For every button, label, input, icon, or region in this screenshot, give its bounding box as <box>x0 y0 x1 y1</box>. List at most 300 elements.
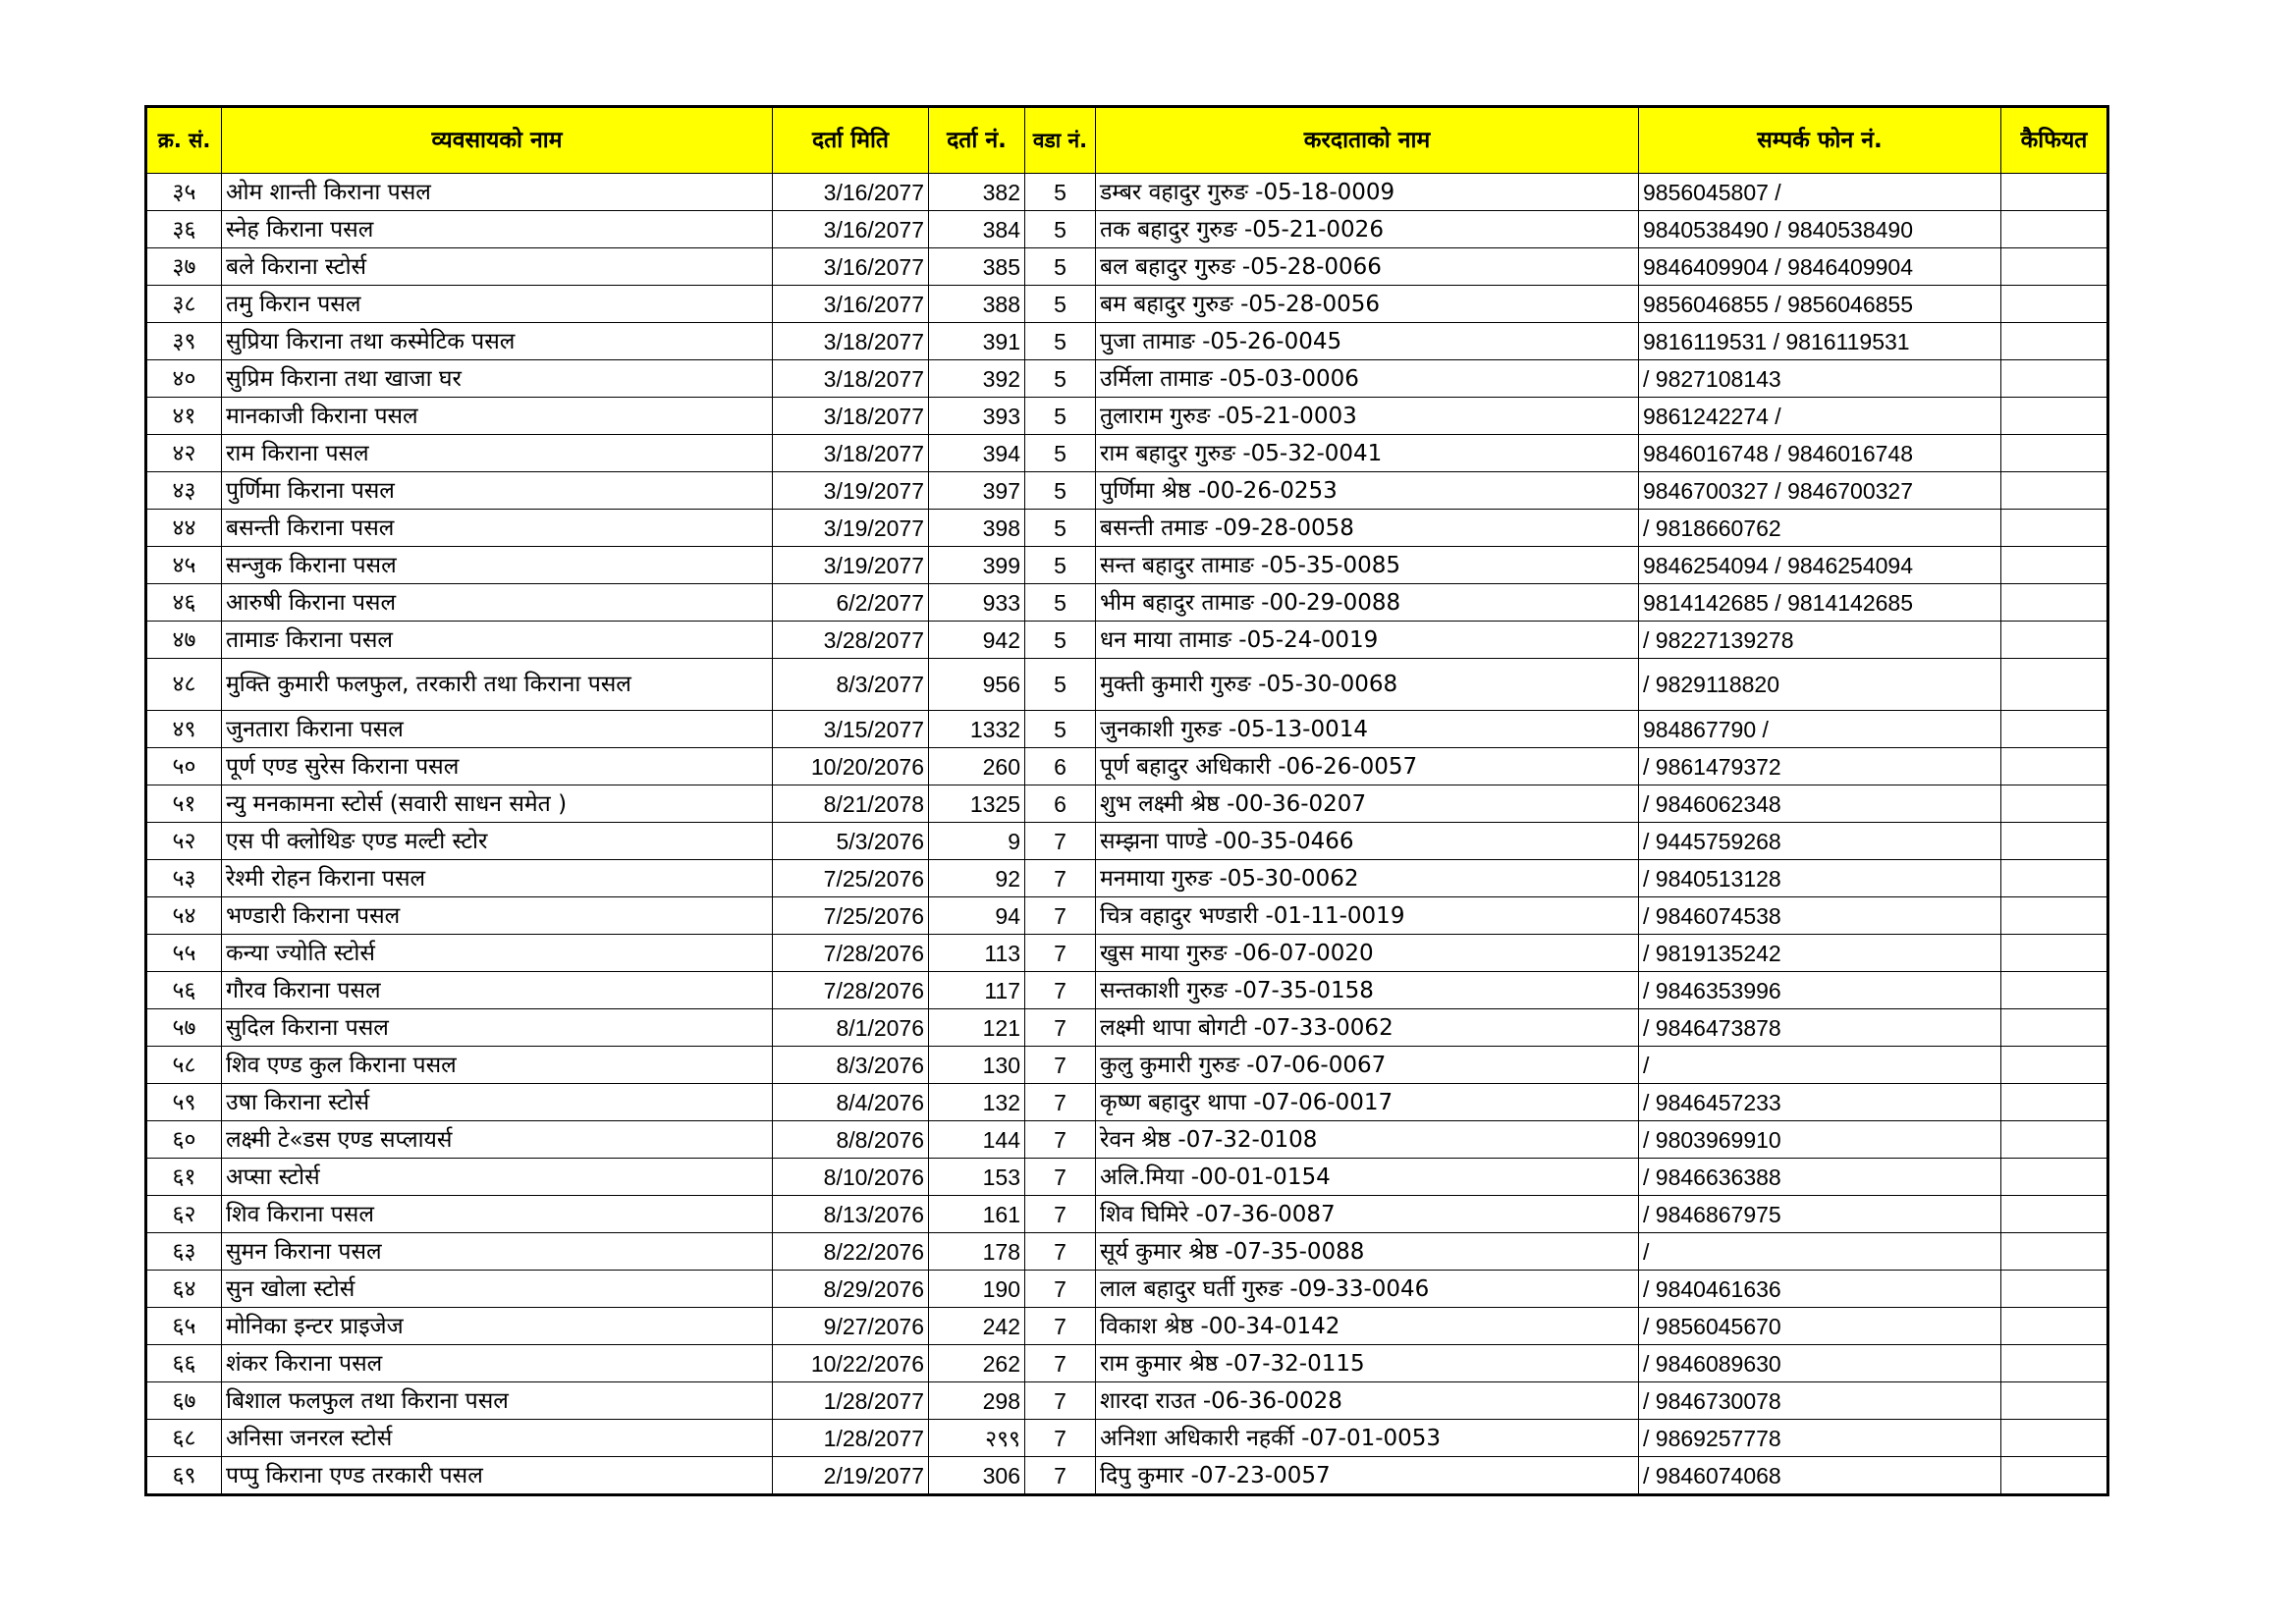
cell-taxpayer-name: बल बहादुर गुरुङ -05-28-0066 <box>1096 248 1639 286</box>
cell-ward-number: 7 <box>1025 1121 1096 1159</box>
header-taxpayer-name: करदाताको नाम <box>1096 107 1639 174</box>
cell-serial: ४९ <box>146 711 222 748</box>
cell-registration-date: 3/16/2077 <box>773 248 929 286</box>
cell-registration-number: 392 <box>929 360 1025 398</box>
cell-registration-date: 1/28/2077 <box>773 1382 929 1420</box>
cell-remarks <box>2001 360 2108 398</box>
cell-remarks <box>2001 1382 2108 1420</box>
cell-remarks <box>2001 211 2108 248</box>
cell-taxpayer-name: तुलाराम गुरुङ -05-21-0003 <box>1096 398 1639 435</box>
cell-contact-phone: / 9846636388 <box>1639 1159 2001 1196</box>
cell-registration-number: 178 <box>929 1233 1025 1271</box>
cell-business-name: आरुषी किराना पसल <box>222 584 773 622</box>
business-register-table <box>144 105 2109 1496</box>
table-row <box>146 174 2108 211</box>
cell-contact-phone: / 9445759268 <box>1639 823 2001 860</box>
cell-taxpayer-name: खुस माया गुरुङ -06-07-0020 <box>1096 935 1639 972</box>
cell-registration-number: 394 <box>929 435 1025 472</box>
cell-contact-phone: / 9846074068 <box>1639 1457 2001 1495</box>
cell-ward-number: 7 <box>1025 860 1096 897</box>
table-row <box>146 472 2108 510</box>
cell-business-name: सुन खोला स्टोर्स <box>222 1271 773 1308</box>
cell-ward-number: 7 <box>1025 1196 1096 1233</box>
cell-contact-phone: 9814142685 / 9814142685 <box>1639 584 2001 622</box>
cell-contact-phone: / 9861479372 <box>1639 748 2001 785</box>
cell-remarks <box>2001 1345 2108 1382</box>
cell-contact-phone: / 9829118820 <box>1639 659 2001 711</box>
table-row <box>146 1420 2108 1457</box>
cell-registration-number: 260 <box>929 748 1025 785</box>
cell-contact-phone: / 9827108143 <box>1639 360 2001 398</box>
cell-contact-phone: / 9869257778 <box>1639 1420 2001 1457</box>
cell-business-name: सुप्रिम किराना तथा खाजा घर <box>222 360 773 398</box>
cell-remarks <box>2001 174 2108 211</box>
cell-serial: ५३ <box>146 860 222 897</box>
cell-registration-number: 399 <box>929 547 1025 584</box>
table-row <box>146 1457 2108 1495</box>
cell-remarks <box>2001 1271 2108 1308</box>
cell-remarks <box>2001 1457 2108 1495</box>
cell-registration-number: 130 <box>929 1047 1025 1084</box>
table-row <box>146 1084 2108 1121</box>
cell-business-name: सुप्रिया किराना तथा कस्मेटिक पसल <box>222 323 773 360</box>
cell-registration-number: 9 <box>929 823 1025 860</box>
cell-remarks <box>2001 785 2108 823</box>
cell-remarks <box>2001 1047 2108 1084</box>
cell-registration-date: 7/28/2076 <box>773 935 929 972</box>
cell-registration-date: 8/21/2078 <box>773 785 929 823</box>
cell-registration-number: 391 <box>929 323 1025 360</box>
cell-business-name: बसन्ती किराना पसल <box>222 510 773 547</box>
cell-remarks <box>2001 659 2108 711</box>
cell-taxpayer-name: धन माया तामाङ -05-24-0019 <box>1096 622 1639 659</box>
table-row <box>146 211 2108 248</box>
cell-contact-phone: / <box>1639 1233 2001 1271</box>
table-row <box>146 1271 2108 1308</box>
cell-business-name: अप्सा स्टोर्स <box>222 1159 773 1196</box>
cell-serial: ४३ <box>146 472 222 510</box>
cell-business-name: पुर्णिमा किराना पसल <box>222 472 773 510</box>
cell-ward-number: 7 <box>1025 935 1096 972</box>
cell-business-name: एस पी क्लोथिङ एण्ड मल्टी स्टोर <box>222 823 773 860</box>
cell-business-name: न्यु मनकामना स्टोर्स (सवारी साधन समेत ) <box>222 785 773 823</box>
cell-registration-date: 3/19/2077 <box>773 472 929 510</box>
cell-taxpayer-name: पूर्ण बहादुर अधिकारी -06-26-0057 <box>1096 748 1639 785</box>
cell-registration-date: 8/1/2076 <box>773 1009 929 1047</box>
cell-ward-number: 5 <box>1025 584 1096 622</box>
cell-remarks <box>2001 1233 2108 1271</box>
cell-taxpayer-name: राम कुमार श्रेष्ठ -07-32-0115 <box>1096 1345 1639 1382</box>
cell-registration-date: 7/28/2076 <box>773 972 929 1009</box>
cell-remarks <box>2001 711 2108 748</box>
cell-taxpayer-name: पुजा तामाङ -05-26-0045 <box>1096 323 1639 360</box>
cell-registration-date: 8/13/2076 <box>773 1196 929 1233</box>
cell-remarks <box>2001 286 2108 323</box>
register-sheet <box>144 105 2106 1496</box>
cell-remarks <box>2001 1159 2108 1196</box>
table-row <box>146 897 2108 935</box>
cell-business-name: सुदिल किराना पसल <box>222 1009 773 1047</box>
cell-taxpayer-name: सम्झना पाण्डे -00-35-0466 <box>1096 823 1639 860</box>
cell-serial: ६९ <box>146 1457 222 1495</box>
cell-remarks <box>2001 547 2108 584</box>
cell-registration-date: 8/3/2076 <box>773 1047 929 1084</box>
cell-registration-date: 3/16/2077 <box>773 286 929 323</box>
cell-contact-phone: / 9803969910 <box>1639 1121 2001 1159</box>
table-row <box>146 584 2108 622</box>
cell-taxpayer-name: मनमाया गुरुङ -05-30-0062 <box>1096 860 1639 897</box>
cell-ward-number: 7 <box>1025 1159 1096 1196</box>
cell-registration-date: 7/25/2076 <box>773 860 929 897</box>
cell-serial: ५१ <box>146 785 222 823</box>
cell-serial: ५० <box>146 748 222 785</box>
cell-remarks <box>2001 1009 2108 1047</box>
cell-registration-date: 3/18/2077 <box>773 435 929 472</box>
cell-ward-number: 5 <box>1025 622 1096 659</box>
cell-ward-number: 7 <box>1025 1233 1096 1271</box>
cell-registration-date: 8/29/2076 <box>773 1271 929 1308</box>
cell-taxpayer-name: सन्तकाशी गुरुङ -07-35-0158 <box>1096 972 1639 1009</box>
cell-registration-date: 8/8/2076 <box>773 1121 929 1159</box>
cell-ward-number: 7 <box>1025 1084 1096 1121</box>
cell-remarks <box>2001 584 2108 622</box>
cell-serial: ५७ <box>146 1009 222 1047</box>
cell-serial: ५६ <box>146 972 222 1009</box>
cell-registration-number: 933 <box>929 584 1025 622</box>
table-row <box>146 659 2108 711</box>
cell-registration-number: 1332 <box>929 711 1025 748</box>
cell-business-name: सन्जुक किराना पसल <box>222 547 773 584</box>
cell-remarks <box>2001 398 2108 435</box>
cell-ward-number: 7 <box>1025 1457 1096 1495</box>
table-row <box>146 360 2108 398</box>
cell-ward-number: 7 <box>1025 897 1096 935</box>
header-business-name: व्यवसायको नाम <box>222 107 773 174</box>
cell-ward-number: 5 <box>1025 547 1096 584</box>
cell-ward-number: 5 <box>1025 472 1096 510</box>
cell-remarks <box>2001 823 2108 860</box>
cell-serial: ६५ <box>146 1308 222 1345</box>
cell-remarks <box>2001 472 2108 510</box>
cell-serial: ६४ <box>146 1271 222 1308</box>
cell-taxpayer-name: दिपु कुमार -07-23-0057 <box>1096 1457 1639 1495</box>
cell-business-name: मोनिका इन्टर प्राइजेज <box>222 1308 773 1345</box>
cell-remarks <box>2001 1420 2108 1457</box>
cell-taxpayer-name: मुक्ती कुमारी गुरुङ -05-30-0068 <box>1096 659 1639 711</box>
cell-contact-phone: / 9846353996 <box>1639 972 2001 1009</box>
cell-registration-number: 153 <box>929 1159 1025 1196</box>
cell-registration-date: 3/18/2077 <box>773 323 929 360</box>
cell-registration-number: 382 <box>929 174 1025 211</box>
cell-remarks <box>2001 1308 2108 1345</box>
table-row <box>146 1196 2108 1233</box>
table-row <box>146 510 2108 547</box>
cell-ward-number: 5 <box>1025 211 1096 248</box>
cell-serial: ३७ <box>146 248 222 286</box>
cell-taxpayer-name: जुनकाशी गुरुङ -05-13-0014 <box>1096 711 1639 748</box>
cell-registration-date: 10/20/2076 <box>773 748 929 785</box>
cell-remarks <box>2001 897 2108 935</box>
cell-serial: ४६ <box>146 584 222 622</box>
cell-contact-phone: 984867790 / <box>1639 711 2001 748</box>
table-row <box>146 823 2108 860</box>
cell-business-name: शिव एण्ड कुल किराना पसल <box>222 1047 773 1084</box>
cell-business-name: राम किराना पसल <box>222 435 773 472</box>
cell-registration-number: 121 <box>929 1009 1025 1047</box>
cell-contact-phone: / 9846062348 <box>1639 785 2001 823</box>
cell-taxpayer-name: लाल बहादुर घर्ती गुरुङ -09-33-0046 <box>1096 1271 1639 1308</box>
cell-taxpayer-name: विकाश श्रेष्ठ -00-34-0142 <box>1096 1308 1639 1345</box>
cell-serial: ४२ <box>146 435 222 472</box>
cell-registration-date: 3/28/2077 <box>773 622 929 659</box>
cell-serial: ४५ <box>146 547 222 584</box>
cell-ward-number: 7 <box>1025 1420 1096 1457</box>
cell-registration-number: 117 <box>929 972 1025 1009</box>
table-row <box>146 711 2108 748</box>
cell-ward-number: 5 <box>1025 398 1096 435</box>
cell-contact-phone: / 9846867975 <box>1639 1196 2001 1233</box>
cell-registration-date: 3/19/2077 <box>773 547 929 584</box>
cell-contact-phone: 9856045807 / <box>1639 174 2001 211</box>
cell-registration-number: 242 <box>929 1308 1025 1345</box>
cell-contact-phone: 9861242274 / <box>1639 398 2001 435</box>
cell-contact-phone: 9840538490 / 9840538490 <box>1639 211 2001 248</box>
cell-remarks <box>2001 1121 2108 1159</box>
table-row <box>146 935 2108 972</box>
table-row <box>146 248 2108 286</box>
table-row <box>146 547 2108 584</box>
cell-registration-date: 8/22/2076 <box>773 1233 929 1271</box>
cell-serial: ४७ <box>146 622 222 659</box>
cell-registration-number: 956 <box>929 659 1025 711</box>
cell-taxpayer-name: रेवन श्रेष्ठ -07-32-0108 <box>1096 1121 1639 1159</box>
cell-registration-number: 262 <box>929 1345 1025 1382</box>
cell-registration-date: 9/27/2076 <box>773 1308 929 1345</box>
cell-ward-number: 5 <box>1025 360 1096 398</box>
cell-serial: ४० <box>146 360 222 398</box>
cell-registration-date: 10/22/2076 <box>773 1345 929 1382</box>
table-row <box>146 1159 2108 1196</box>
cell-remarks <box>2001 1084 2108 1121</box>
cell-ward-number: 7 <box>1025 823 1096 860</box>
cell-ward-number: 7 <box>1025 1271 1096 1308</box>
cell-ward-number: 5 <box>1025 510 1096 547</box>
cell-registration-date: 2/19/2077 <box>773 1457 929 1495</box>
cell-serial: ६८ <box>146 1420 222 1457</box>
cell-serial: ४८ <box>146 659 222 711</box>
cell-serial: ३९ <box>146 323 222 360</box>
table-row <box>146 435 2108 472</box>
cell-registration-date: 8/4/2076 <box>773 1084 929 1121</box>
cell-remarks <box>2001 860 2108 897</box>
cell-registration-date: 6/2/2077 <box>773 584 929 622</box>
cell-business-name: तामाङ किराना पसल <box>222 622 773 659</box>
cell-business-name: मानकाजी किराना पसल <box>222 398 773 435</box>
cell-remarks <box>2001 1196 2108 1233</box>
header-row <box>146 107 2108 174</box>
cell-serial: ५८ <box>146 1047 222 1084</box>
cell-business-name: बले किराना स्टोर्स <box>222 248 773 286</box>
cell-ward-number: 5 <box>1025 323 1096 360</box>
cell-taxpayer-name: बम बहादुर गुरुङ -05-28-0056 <box>1096 286 1639 323</box>
cell-registration-date: 3/16/2077 <box>773 211 929 248</box>
table-row <box>146 622 2108 659</box>
cell-contact-phone: / 9840461636 <box>1639 1271 2001 1308</box>
cell-remarks <box>2001 972 2108 1009</box>
cell-business-name: बिशाल फलफुल तथा किराना पसल <box>222 1382 773 1420</box>
cell-remarks <box>2001 510 2108 547</box>
cell-contact-phone: / 9846473878 <box>1639 1009 2001 1047</box>
table-row <box>146 1009 2108 1047</box>
table-body <box>146 174 2108 1495</box>
cell-serial: ३८ <box>146 286 222 323</box>
cell-contact-phone: 9816119531 / 9816119531 <box>1639 323 2001 360</box>
cell-registration-number: 385 <box>929 248 1025 286</box>
cell-registration-number: 113 <box>929 935 1025 972</box>
cell-registration-number: 1325 <box>929 785 1025 823</box>
cell-contact-phone: / 9846730078 <box>1639 1382 2001 1420</box>
cell-serial: ६२ <box>146 1196 222 1233</box>
table-row <box>146 785 2108 823</box>
cell-business-name: सुमन किराना पसल <box>222 1233 773 1271</box>
cell-serial: ५२ <box>146 823 222 860</box>
cell-taxpayer-name: लक्ष्मी थापा बोगटी -07-33-0062 <box>1096 1009 1639 1047</box>
cell-ward-number: 7 <box>1025 1382 1096 1420</box>
cell-ward-number: 6 <box>1025 748 1096 785</box>
cell-registration-number: 393 <box>929 398 1025 435</box>
header-contact-phone: सम्पर्क फोन नं. <box>1639 107 2001 174</box>
cell-business-name: शिव किराना पसल <box>222 1196 773 1233</box>
cell-registration-number: २९९ <box>929 1420 1025 1457</box>
cell-serial: ६३ <box>146 1233 222 1271</box>
cell-business-name: पूर्ण एण्ड सुरेस किराना पसल <box>222 748 773 785</box>
cell-serial: ५४ <box>146 897 222 935</box>
table-row <box>146 1121 2108 1159</box>
cell-serial: ३५ <box>146 174 222 211</box>
cell-taxpayer-name: डम्बर वहादुर गुरुङ -05-18-0009 <box>1096 174 1639 211</box>
cell-business-name: अनिसा जनरल स्टोर्स <box>222 1420 773 1457</box>
cell-ward-number: 5 <box>1025 711 1096 748</box>
cell-registration-number: 398 <box>929 510 1025 547</box>
cell-business-name: मुक्ति कुमारी फलफुल, तरकारी तथा किराना पसल <box>222 659 773 711</box>
cell-taxpayer-name: राम बहादुर गुरुङ -05-32-0041 <box>1096 435 1639 472</box>
cell-registration-number: 298 <box>929 1382 1025 1420</box>
cell-contact-phone: 9846254094 / 9846254094 <box>1639 547 2001 584</box>
cell-ward-number: 6 <box>1025 785 1096 823</box>
cell-registration-date: 3/18/2077 <box>773 360 929 398</box>
cell-contact-phone: 9856046855 / 9856046855 <box>1639 286 2001 323</box>
cell-taxpayer-name: अनिशा अधिकारी नहर्की -07-01-0053 <box>1096 1420 1639 1457</box>
cell-registration-number: 306 <box>929 1457 1025 1495</box>
cell-contact-phone: 9846409904 / 9846409904 <box>1639 248 2001 286</box>
cell-business-name: कन्या ज्योति स्टोर्स <box>222 935 773 972</box>
cell-registration-date: 3/16/2077 <box>773 174 929 211</box>
cell-taxpayer-name: शिव घिमिरे -07-36-0087 <box>1096 1196 1639 1233</box>
header-serial: क्र. सं. <box>146 107 222 174</box>
table-row <box>146 860 2108 897</box>
table-row <box>146 1047 2108 1084</box>
cell-taxpayer-name: कुलु कुमारी गुरुङ -07-06-0067 <box>1096 1047 1639 1084</box>
table-row <box>146 1382 2108 1420</box>
header-ward-number: वडा नं. <box>1025 107 1096 174</box>
cell-remarks <box>2001 622 2108 659</box>
cell-contact-phone: / 9818660762 <box>1639 510 2001 547</box>
table-row <box>146 1233 2108 1271</box>
cell-contact-phone: / 9846074538 <box>1639 897 2001 935</box>
cell-taxpayer-name: शुभ लक्ष्मी श्रेष्ठ -00-36-0207 <box>1096 785 1639 823</box>
table-row <box>146 1345 2108 1382</box>
cell-taxpayer-name: सूर्य कुमार श्रेष्ठ -07-35-0088 <box>1096 1233 1639 1271</box>
cell-registration-date: 3/19/2077 <box>773 510 929 547</box>
cell-business-name: लक्ष्मी टे«डस एण्ड सप्लायर्स <box>222 1121 773 1159</box>
cell-registration-date: 5/3/2076 <box>773 823 929 860</box>
cell-registration-number: 132 <box>929 1084 1025 1121</box>
cell-registration-number: 384 <box>929 211 1025 248</box>
cell-contact-phone: / <box>1639 1047 2001 1084</box>
cell-serial: ६७ <box>146 1382 222 1420</box>
cell-registration-number: 388 <box>929 286 1025 323</box>
cell-registration-date: 8/10/2076 <box>773 1159 929 1196</box>
cell-contact-phone: / 9819135242 <box>1639 935 2001 972</box>
cell-serial: ४१ <box>146 398 222 435</box>
cell-business-name: उषा किराना स्टोर्स <box>222 1084 773 1121</box>
cell-serial: ५९ <box>146 1084 222 1121</box>
cell-remarks <box>2001 748 2108 785</box>
cell-taxpayer-name: कृष्ण बहादुर थापा -07-06-0017 <box>1096 1084 1639 1121</box>
cell-business-name: रेश्मी रोहन किराना पसल <box>222 860 773 897</box>
cell-registration-number: 397 <box>929 472 1025 510</box>
cell-ward-number: 5 <box>1025 174 1096 211</box>
header-registration-number: दर्ता नं. <box>929 107 1025 174</box>
cell-contact-phone: 9846016748 / 9846016748 <box>1639 435 2001 472</box>
cell-ward-number: 5 <box>1025 286 1096 323</box>
header-remarks: कैफियत <box>2001 107 2108 174</box>
table-row <box>146 1308 2108 1345</box>
cell-taxpayer-name: तक बहादुर गुरुङ -05-21-0026 <box>1096 211 1639 248</box>
cell-business-name: पप्पु किराना एण्ड तरकारी पसल <box>222 1457 773 1495</box>
cell-ward-number: 5 <box>1025 435 1096 472</box>
cell-contact-phone: / 98227139278 <box>1639 622 2001 659</box>
cell-taxpayer-name: सन्त बहादुर तामाङ -05-35-0085 <box>1096 547 1639 584</box>
cell-ward-number: 5 <box>1025 248 1096 286</box>
cell-registration-number: 161 <box>929 1196 1025 1233</box>
header-registration-date: दर्ता मिति <box>773 107 929 174</box>
cell-ward-number: 7 <box>1025 1047 1096 1084</box>
cell-registration-number: 92 <box>929 860 1025 897</box>
cell-registration-number: 942 <box>929 622 1025 659</box>
cell-registration-date: 3/18/2077 <box>773 398 929 435</box>
cell-ward-number: 5 <box>1025 659 1096 711</box>
cell-business-name: भण्डारी किराना पसल <box>222 897 773 935</box>
cell-contact-phone: / 9846089630 <box>1639 1345 2001 1382</box>
cell-business-name: गौरव किराना पसल <box>222 972 773 1009</box>
cell-ward-number: 7 <box>1025 972 1096 1009</box>
cell-registration-date: 1/28/2077 <box>773 1420 929 1457</box>
table-row <box>146 323 2108 360</box>
cell-serial: ५५ <box>146 935 222 972</box>
cell-taxpayer-name: पुर्णिमा श्रेष्ठ -00-26-0253 <box>1096 472 1639 510</box>
cell-taxpayer-name: भीम बहादुर तामाङ -00-29-0088 <box>1096 584 1639 622</box>
cell-taxpayer-name: शारदा राउत -06-36-0028 <box>1096 1382 1639 1420</box>
cell-business-name: जुनतारा किराना पसल <box>222 711 773 748</box>
cell-registration-date: 8/3/2077 <box>773 659 929 711</box>
cell-registration-number: 94 <box>929 897 1025 935</box>
cell-business-name: स्नेह किराना पसल <box>222 211 773 248</box>
cell-registration-number: 190 <box>929 1271 1025 1308</box>
cell-contact-phone: / 9840513128 <box>1639 860 2001 897</box>
cell-serial: ६० <box>146 1121 222 1159</box>
cell-serial: ६१ <box>146 1159 222 1196</box>
